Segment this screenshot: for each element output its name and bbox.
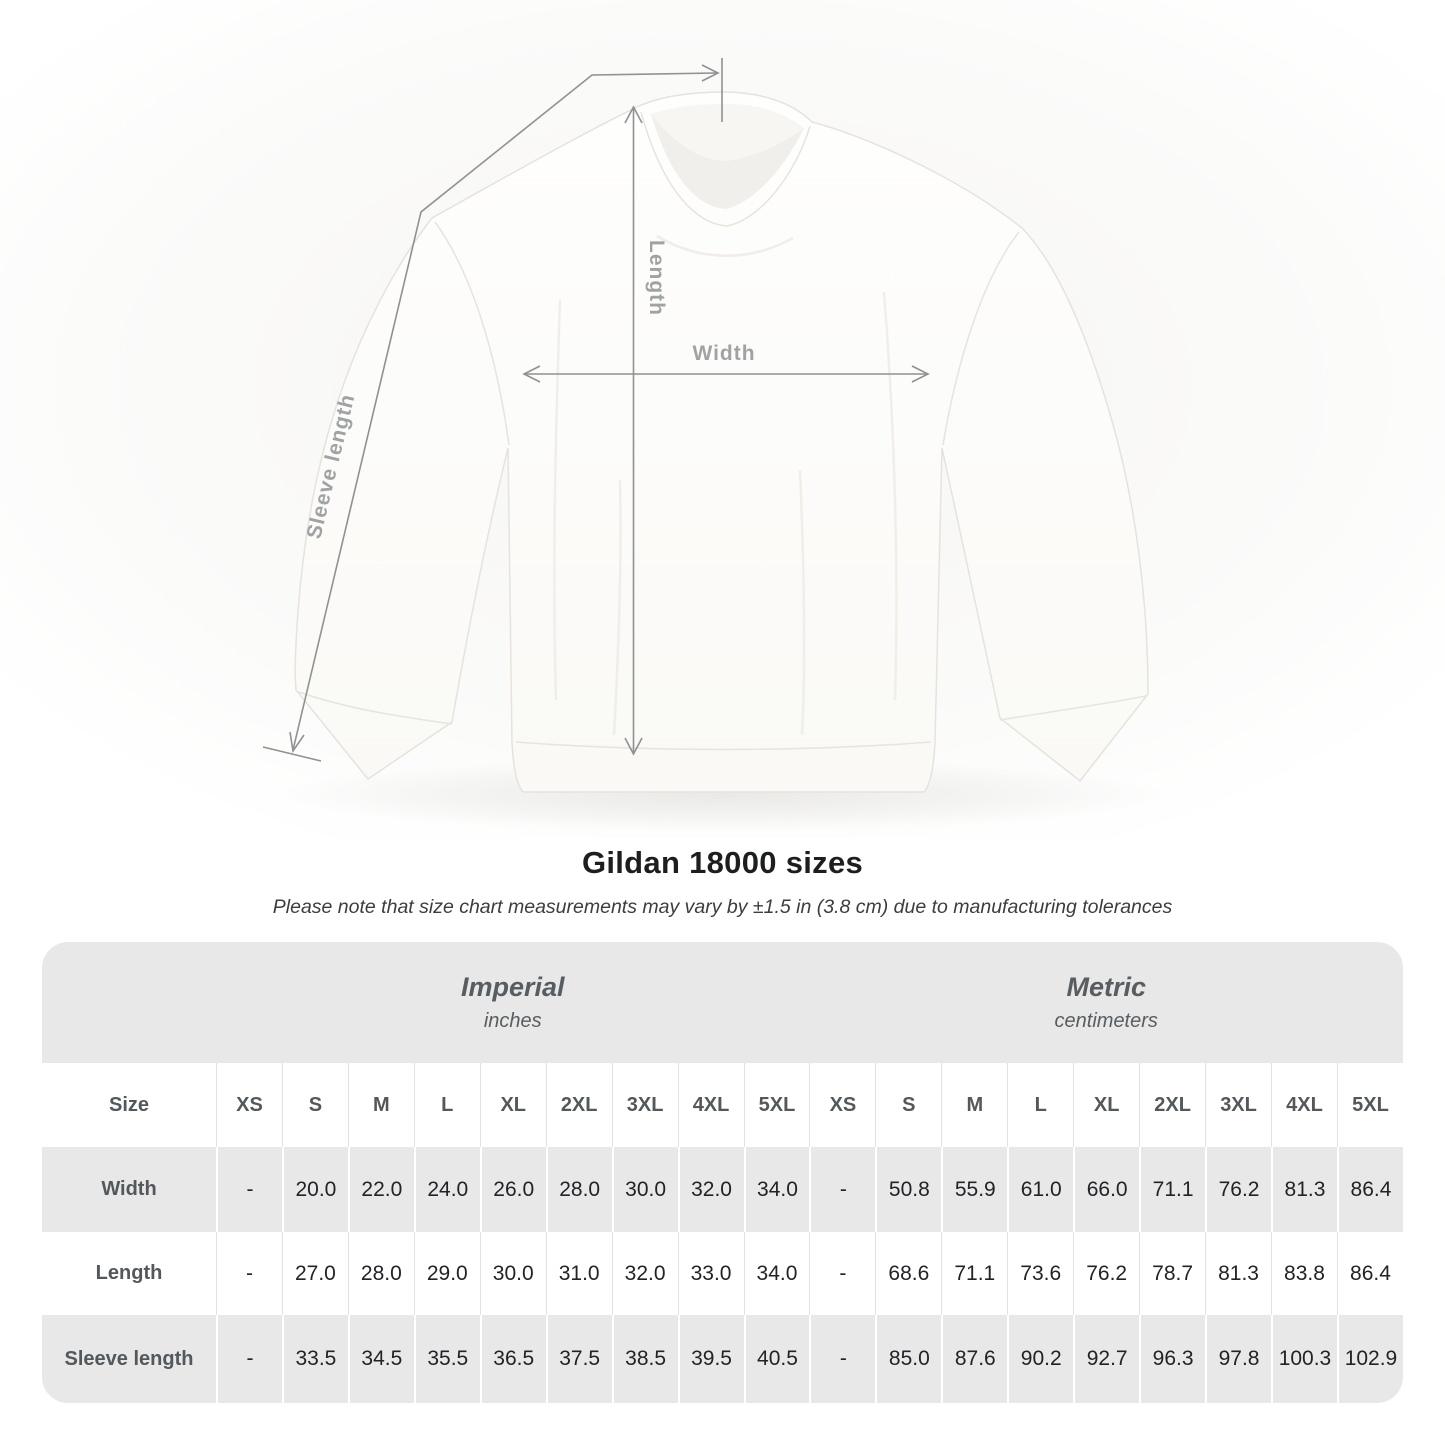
metric-value-cell: 86.4 — [1337, 1147, 1403, 1232]
imperial-value-cell: 38.5 — [612, 1315, 678, 1403]
metric-size-col-xl: XL — [1073, 1063, 1139, 1147]
metric-value-cell: 76.2 — [1205, 1147, 1271, 1232]
imperial-band — [216, 942, 809, 1063]
imperial-size-col-4xl: 4XL — [678, 1063, 744, 1147]
imperial-value-cell: 20.0 — [282, 1147, 348, 1232]
metric-value-cell: 68.6 — [875, 1232, 941, 1315]
imperial-value-cell: 34.5 — [348, 1315, 414, 1403]
width-label: Width — [692, 342, 756, 365]
measurement-rows — [42, 1147, 1403, 1403]
metric-value-cell: - — [809, 1232, 875, 1315]
metric-size-col-l: L — [1007, 1063, 1073, 1147]
imperial-value-cell: 28.0 — [348, 1232, 414, 1315]
metric-size-col-5xl: 5XL — [1337, 1063, 1403, 1147]
imperial-value-cell: 30.0 — [480, 1232, 546, 1315]
measure-row-sleeve-length — [42, 1315, 1403, 1403]
sleeve-length-label: Sleeve length — [302, 391, 360, 542]
size-header-cell: Size — [42, 1063, 216, 1147]
metric-value-cell: 71.1 — [941, 1232, 1007, 1315]
size-table-container — [42, 942, 1403, 1403]
length-label: Length — [645, 240, 668, 316]
imperial-value-cell: 28.0 — [546, 1147, 612, 1232]
imperial-value-cell: 39.5 — [678, 1315, 744, 1403]
imperial-value-cell: 22.0 — [348, 1147, 414, 1232]
metric-value-cell: 102.9 — [1337, 1315, 1403, 1403]
size-table — [42, 942, 1403, 1403]
metric-value-cell: 71.1 — [1139, 1147, 1205, 1232]
metric-size-col-2xl: 2XL — [1139, 1063, 1205, 1147]
band-spacer — [42, 942, 216, 1063]
row-label: Sleeve length — [42, 1315, 216, 1403]
imperial-size-col-3xl: 3XL — [612, 1063, 678, 1147]
metric-value-cell: 97.8 — [1205, 1315, 1271, 1403]
imperial-section-unit: inches — [483, 1010, 542, 1032]
metric-section-title: Metric — [1066, 972, 1146, 1002]
imperial-value-cell: 36.5 — [480, 1315, 546, 1403]
imperial-value-cell: 33.5 — [282, 1315, 348, 1403]
imperial-value-cell: - — [216, 1232, 282, 1315]
imperial-value-cell: 26.0 — [480, 1147, 546, 1232]
metric-value-cell: 85.0 — [875, 1315, 941, 1403]
imperial-value-cell: 31.0 — [546, 1232, 612, 1315]
imperial-size-col-l: L — [414, 1063, 480, 1147]
metric-value-cell: 100.3 — [1271, 1315, 1337, 1403]
imperial-value-cell: 33.0 — [678, 1232, 744, 1315]
imperial-value-cell: 32.0 — [678, 1147, 744, 1232]
metric-size-col-s: S — [875, 1063, 941, 1147]
imperial-value-cell: 34.0 — [744, 1232, 810, 1315]
tolerance-note: Please note that size chart measurements may vary by ±1.5 in (3.8 cm) due to manufacturing tolerances — [272, 896, 1173, 918]
metric-value-cell: 55.9 — [941, 1147, 1007, 1232]
imperial-size-col-xl: XL — [480, 1063, 546, 1147]
metric-section-unit: centimeters — [1054, 1010, 1158, 1032]
row-label: Width — [42, 1147, 216, 1232]
metric-size-col-4xl: 4XL — [1271, 1063, 1337, 1147]
imperial-value-cell: 37.5 — [546, 1315, 612, 1403]
metric-band — [809, 942, 1403, 1063]
imperial-size-col-5xl: 5XL — [744, 1063, 810, 1147]
metric-size-col-xs: XS — [809, 1063, 875, 1147]
measure-row-length — [42, 1232, 1403, 1315]
page-title: Gildan 18000 sizes — [581, 845, 864, 880]
metric-size-col-m: M — [941, 1063, 1007, 1147]
metric-value-cell: 83.8 — [1271, 1232, 1337, 1315]
imperial-section-title: Imperial — [460, 972, 565, 1002]
metric-value-cell: 61.0 — [1007, 1147, 1073, 1232]
imperial-value-cell: 27.0 — [282, 1232, 348, 1315]
imperial-value-cell: - — [216, 1147, 282, 1232]
metric-value-cell: 96.3 — [1139, 1315, 1205, 1403]
imperial-size-col-m: M — [348, 1063, 414, 1147]
metric-value-cell: 86.4 — [1337, 1232, 1403, 1315]
imperial-value-cell: 35.5 — [414, 1315, 480, 1403]
imperial-value-cell: 30.0 — [612, 1147, 678, 1232]
metric-value-cell: 81.3 — [1271, 1147, 1337, 1232]
imperial-size-col-s: S — [282, 1063, 348, 1147]
metric-value-cell: 90.2 — [1007, 1315, 1073, 1403]
metric-value-cell: - — [809, 1147, 875, 1232]
metric-value-cell: 76.2 — [1073, 1232, 1139, 1315]
measure-row-width — [42, 1147, 1403, 1232]
imperial-value-cell: 24.0 — [414, 1147, 480, 1232]
imperial-size-col-2xl: 2XL — [546, 1063, 612, 1147]
row-label: Length — [42, 1232, 216, 1315]
imperial-value-cell: 34.0 — [744, 1147, 810, 1232]
imperial-value-cell: 32.0 — [612, 1232, 678, 1315]
imperial-value-cell: 29.0 — [414, 1232, 480, 1315]
imperial-value-cell: 40.5 — [744, 1315, 810, 1403]
metric-value-cell: 87.6 — [941, 1315, 1007, 1403]
metric-size-col-3xl: 3XL — [1205, 1063, 1271, 1147]
imperial-size-col-xs: XS — [216, 1063, 282, 1147]
imperial-value-cell: - — [216, 1315, 282, 1403]
metric-value-cell: 73.6 — [1007, 1232, 1073, 1315]
metric-value-cell: 92.7 — [1073, 1315, 1139, 1403]
size-header-row — [42, 1063, 1403, 1147]
units-band-row — [42, 942, 1403, 1063]
metric-value-cell: 78.7 — [1139, 1232, 1205, 1315]
metric-value-cell: 81.3 — [1205, 1232, 1271, 1315]
metric-value-cell: 66.0 — [1073, 1147, 1139, 1232]
metric-value-cell: 50.8 — [875, 1147, 941, 1232]
metric-value-cell: - — [809, 1315, 875, 1403]
